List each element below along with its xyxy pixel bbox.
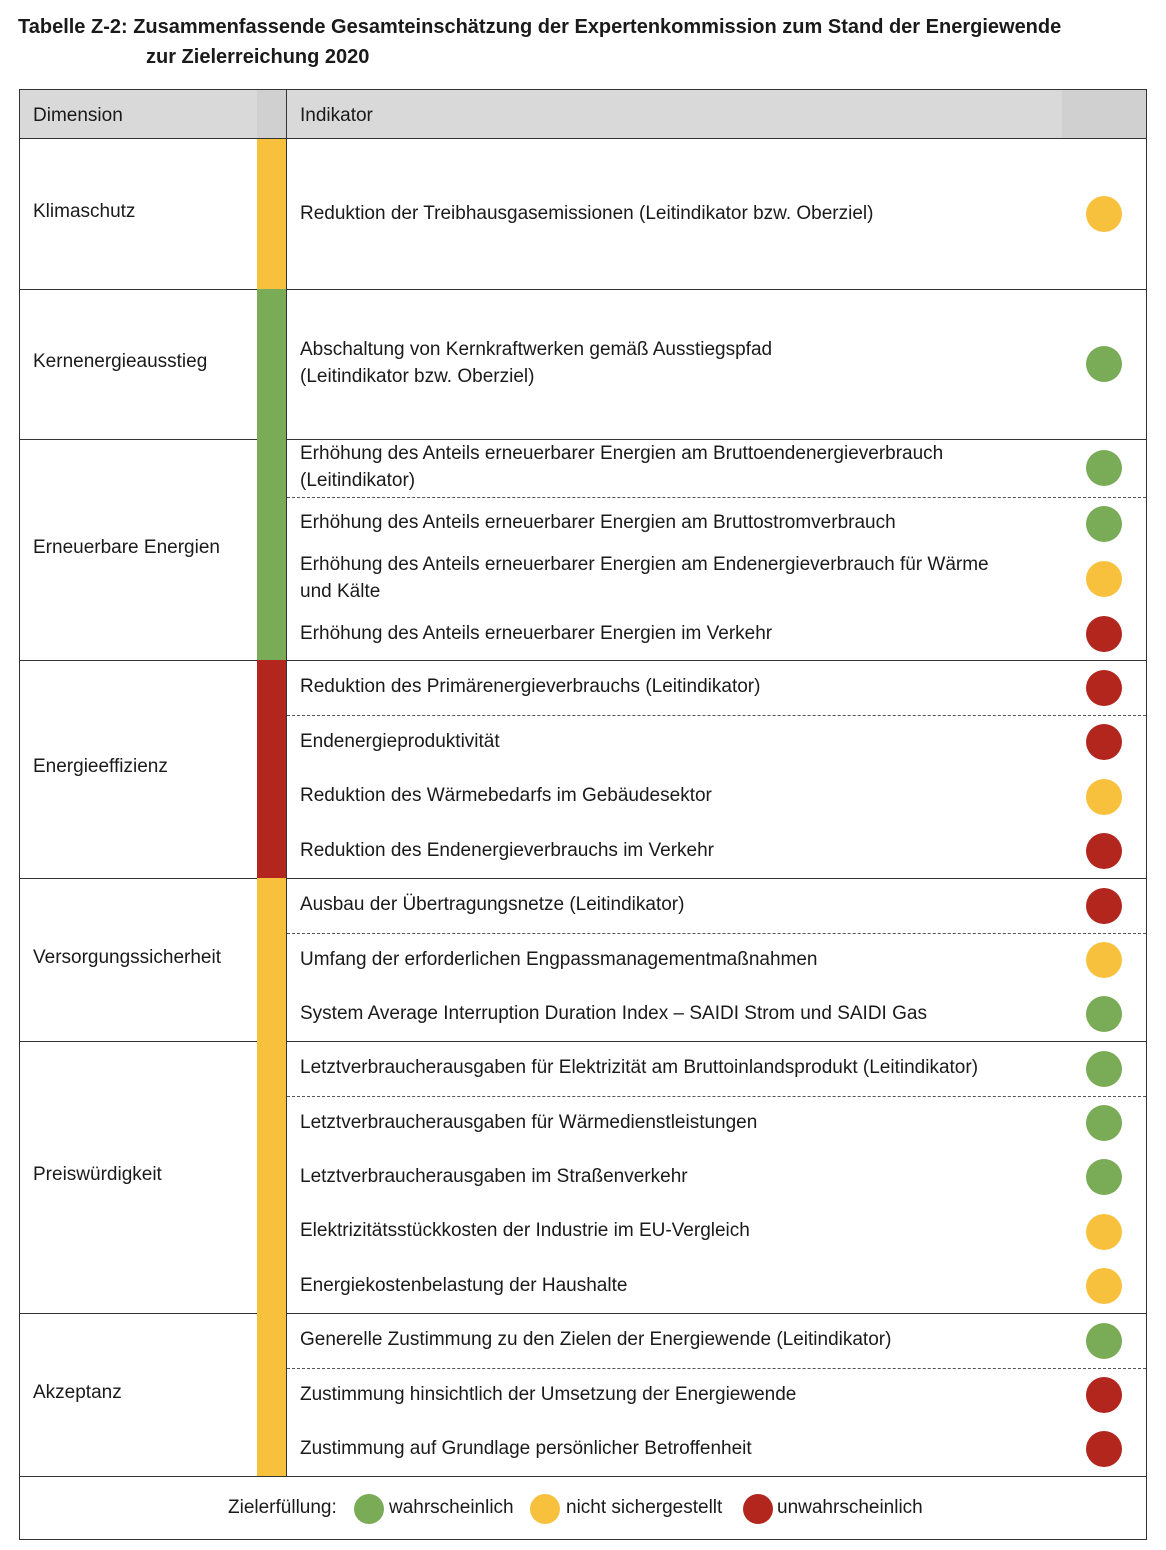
dimension-label: Klimaschutz [33,201,136,222]
status-green-dot-icon [1086,1323,1122,1359]
dimension-label: Akzeptanz [33,1381,122,1403]
indicator-text [300,1109,1060,1136]
indicator-text-line: Erhöhung des Anteils erneuerbarer Energien am Endenergieverbrauch für Wärme [300,554,989,575]
indicator-text [300,728,1060,755]
indicator-text [300,837,1060,864]
dimension-status-strip [257,439,286,660]
header-dimension: Dimension [33,105,123,126]
indicator-text-line: Ausbau der Übertragungsnetze (Leitindikator) [300,894,685,915]
indicator-text [300,1217,1060,1244]
assessment-table [19,89,1147,1540]
indicator-text-line: Reduktion des Wärmebedarfs im Gebäudesektor [300,785,712,806]
dimension-label: Energieeffizienz [33,756,168,777]
indicator-row [287,878,1146,933]
status-green-dot-icon [1086,1159,1122,1195]
indicator-text [300,1381,1060,1408]
indicator-text [300,782,1060,809]
indicator-row [287,439,1146,497]
indicator-row [287,497,1146,550]
legend [20,1476,1146,1539]
section-6 [20,1041,1146,1314]
indicator-row [287,987,1146,1041]
indicator-row [287,715,1146,769]
title-line-2: zur Zielerreichung 2020 [146,46,370,68]
indicator-text-line: Zustimmung hinsichtlich der Umsetzung der Energiewende [300,1383,797,1405]
indicator-row [287,1204,1146,1259]
indicator-text-line: Reduktion der Treibhausgasemissionen (Leitindikator bzw. Oberziel) [300,202,874,224]
dimension-status-strip [257,139,286,289]
legend-label: Zielerfüllung: [228,1497,337,1518]
indicator-row [287,1368,1146,1422]
indicator-text [300,1054,1060,1081]
section-7 [20,1313,1146,1477]
status-green-dot-icon [1086,450,1122,486]
status-green-dot-icon [1086,996,1122,1032]
indicator-text [300,1163,1060,1190]
status-red-dot-icon [1086,888,1122,924]
dimension-status-strip [257,660,286,878]
indicator-text-line: (Leitindikator bzw. Oberziel) [300,366,535,387]
dimension-status-strip [257,289,286,439]
status-red-dot-icon [1086,670,1122,706]
section-5 [20,878,1146,1042]
legend-item-red: unwahrscheinlich [777,1497,923,1518]
indicator-text-line: Letztverbraucherausgaben im Straßenverkehr [300,1165,688,1187]
indicator-text-line: Zustimmung auf Grundlage persönlicher Betroffenheit [300,1437,752,1459]
section-1 [20,139,1146,290]
indicator-row [287,933,1146,987]
indicator-row [287,660,1146,715]
section-3 [20,439,1146,661]
indicator-row [287,824,1146,878]
header-divider [286,90,287,138]
legend-item-yellow: nicht sichergestellt [566,1497,723,1518]
indicator-text-line: Energiekostenbelastung der Haushalte [300,1274,628,1296]
indicator-row [287,1259,1146,1313]
indicator-text-line: Abschaltung von Kernkraftwerken gemäß Ausstiegspfad [300,339,773,360]
legend-green-dot-icon [354,1494,384,1524]
indicator-row [287,608,1146,660]
indicator-row [287,769,1146,824]
dimension-label: Preiswürdigkeit [33,1164,162,1185]
indicator-text-line: Erhöhung des Anteils erneuerbarer Energien im Verkehr [300,622,773,644]
legend-item-green: wahrscheinlich [389,1497,514,1518]
title-line-1: Tabelle Z-2: Zusammenfassende Gesamteinschätzung der Expertenkommission zum Stand der Energiewende [18,16,1062,38]
indicator-text-line: Reduktion des Endenergieverbrauchs im Verkehr [300,839,715,861]
header-color-strip [257,90,286,138]
legend-yellow-dot-icon [530,1494,560,1524]
indicator-text [300,200,1060,227]
status-red-dot-icon [1086,616,1122,652]
indicator-text [300,673,1060,700]
indicator-text [300,946,1060,973]
dimension-label: Erneuerbare Energien [33,536,220,558]
indicator-row [287,289,1146,439]
status-yellow-dot-icon [1086,942,1122,978]
indicator-text-line: Erhöhung des Anteils erneuerbarer Energien am Bruttoendenergieverbrauch [300,443,944,464]
indicator-row [287,139,1146,289]
legend-red-dot-icon [743,1494,773,1524]
indicator-text-line: Letztverbraucherausgaben für Elektrizität am Bruttoinlandsprodukt (Leitindikator) [300,1057,979,1078]
status-yellow-dot-icon [1086,1214,1122,1250]
indicator-text-line: Endenergieproduktivität [300,730,500,752]
dimension-status-strip [257,1313,286,1476]
indicator-text-line: Elektrizitätsstückkosten der Industrie im EU-Vergleich [300,1220,750,1241]
indicator-row [287,550,1146,608]
status-yellow-dot-icon [1086,561,1122,597]
status-yellow-dot-icon [1086,779,1122,815]
indicator-text-line: Umfang der erforderlichen Engpassmanagementmaßnahmen [300,948,818,970]
indicator-text-line: Generelle Zustimmung zu den Zielen der Energiewende (Leitindikator) [300,1329,892,1350]
indicator-row [287,1041,1146,1096]
indicator-text-line: (Leitindikator) [300,470,416,491]
section-4 [20,660,1146,879]
table-title [18,12,1158,72]
status-green-dot-icon [1086,1105,1122,1141]
indicator-text [300,1326,1060,1353]
dimension-status-strip [257,1041,286,1313]
dimension-status-strip [257,878,286,1041]
status-green-dot-icon [1086,346,1122,382]
indicator-row [287,1422,1146,1476]
status-red-dot-icon [1086,833,1122,869]
table-header [20,90,1146,139]
indicator-text [300,336,1060,390]
indicator-row [287,1096,1146,1150]
indicator-text [300,1435,1060,1462]
indicator-text-line: System Average Interruption Duration Index – SAIDI Strom und SAIDI Gas [300,1002,927,1024]
status-red-dot-icon [1086,724,1122,760]
header-indikator: Indikator [300,105,373,126]
status-yellow-dot-icon [1086,1268,1122,1304]
indicator-text [300,551,1060,605]
indicator-text-line: Letztverbraucherausgaben für Wärmedienstleistungen [300,1111,758,1133]
status-red-dot-icon [1086,1377,1122,1413]
status-green-dot-icon [1086,506,1122,542]
status-yellow-dot-icon [1086,196,1122,232]
indicator-row [287,1313,1146,1368]
status-red-dot-icon [1086,1431,1122,1467]
indicator-text [300,891,1060,918]
dimension-label: Kernenergieausstieg [33,351,208,372]
status-green-dot-icon [1086,1051,1122,1087]
section-2 [20,289,1146,440]
indicator-text [300,620,1060,647]
indicator-row [287,1150,1146,1204]
indicator-text [300,1272,1060,1299]
indicator-text [300,440,1060,494]
indicator-text [300,509,1060,536]
dimension-label: Versorgungssicherheit [33,946,221,968]
indicator-text-line: Reduktion des Primärenergieverbrauchs (Leitindikator) [300,676,761,697]
indicator-text-line: und Kälte [300,581,381,602]
header-status-column [1062,90,1146,138]
indicator-text [300,1000,1060,1027]
indicator-text-line: Erhöhung des Anteils erneuerbarer Energien am Bruttostromverbrauch [300,512,896,533]
